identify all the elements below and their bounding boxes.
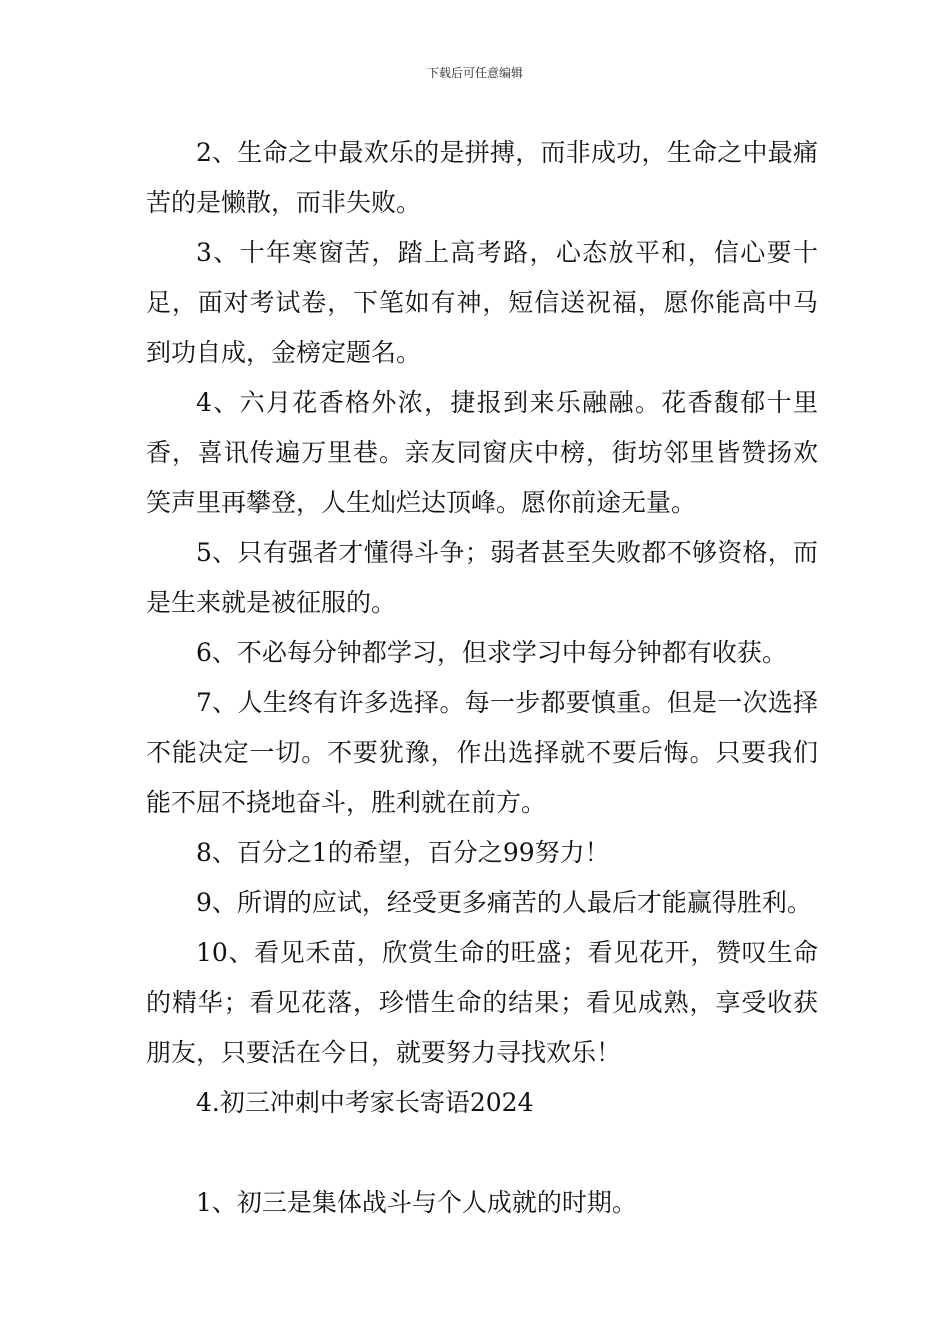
paragraph-5: 5、只有强者才懂得斗争；弱者甚至失败都不够资格，而是生来就是被征服的。	[146, 538, 818, 617]
paragraph-4: 4、六月花香格外浓，捷报到来乐融融。花香馥郁十里香，喜讯传遍万里巷。亲友同窗庆中榜，街坊邻里皆赞扬欢笑声里再攀登，人生灿烂达顶峰。愿你前途无量。	[146, 388, 818, 517]
document-body	[146, 128, 818, 1228]
section-paragraph-1: 1、初三是集体战斗与个人成就的时期。	[196, 1188, 637, 1217]
paragraph-3: 3、十年寒窗苦，踏上高考路，心态放平和，信心要十足，面对考试卷，下笔如有神，短信送祝福，愿你能高中马到功自成，金榜定题名。	[146, 238, 818, 367]
section-heading: 4.初三冲刺中考家长寄语2024	[196, 1088, 534, 1117]
paragraph-10: 10、看见禾苗，欣赏生命的旺盛；看见花开，赞叹生命的精华；看见花落，珍惜生命的结果；看见成熟，享受收获朋友，只要活在今日，就要努力寻找欢乐！	[146, 938, 818, 1067]
paragraph-7: 7、人生终有许多选择。每一步都要慎重。但是一次选择不能决定一切。不要犹豫，作出选择就不要后悔。只要我们能不屈不挠地奋斗，胜利就在前方。	[146, 688, 818, 817]
page-header: 下载后可任意编辑	[426, 66, 523, 80]
paragraph-2: 2、生命之中最欢乐的是拼搏，而非成功，生命之中最痛苦的是懒散，而非失败。	[146, 138, 818, 217]
paragraph-8: 8、百分之1的希望，百分之99努力！	[196, 838, 610, 867]
paragraph-9: 9、所谓的应试，经受更多痛苦的人最后才能赢得胜利。	[196, 888, 812, 917]
paragraph-6: 6、不必每分钟都学习，但求学习中每分钟都有收获。	[196, 638, 787, 667]
